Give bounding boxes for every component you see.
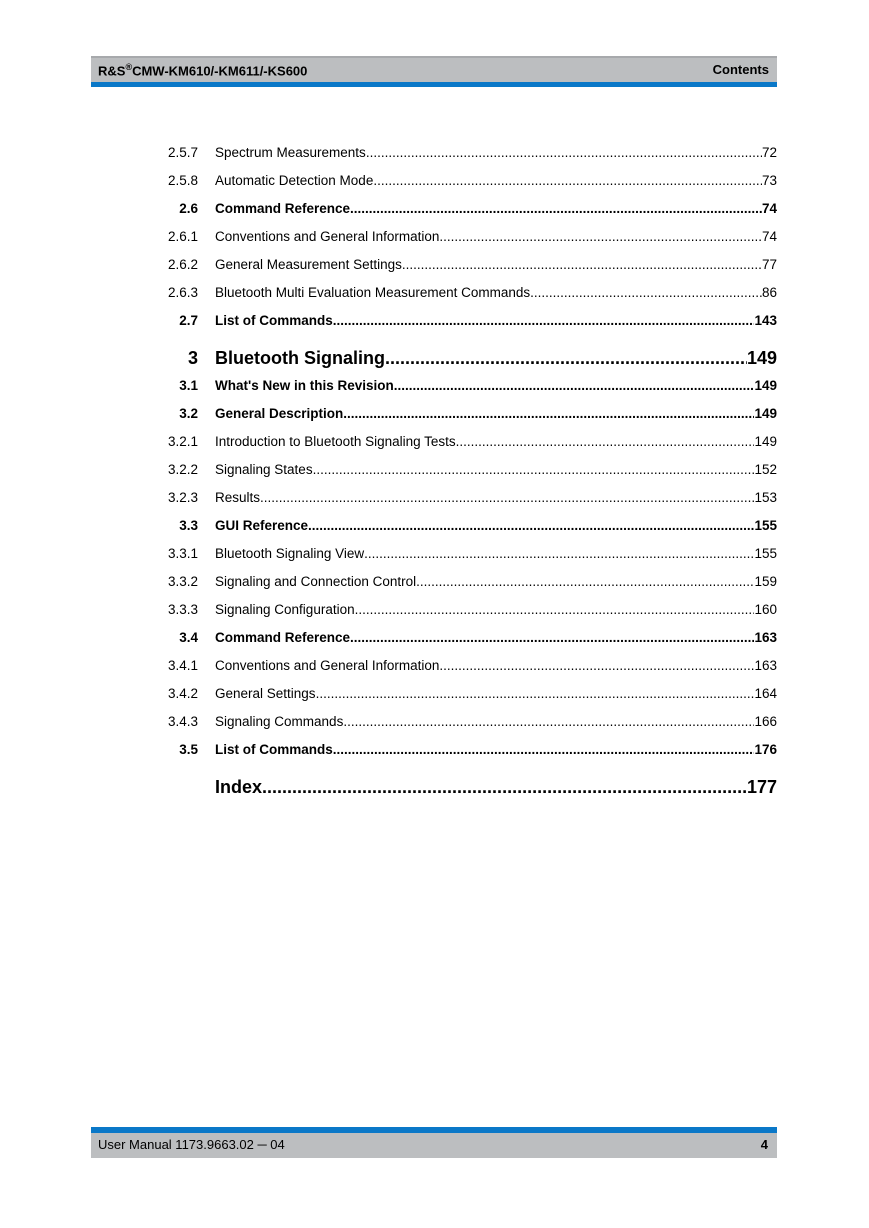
toc-entry-number: 3.3.2	[167, 574, 198, 589]
toc-entry-page[interactable]: 152	[754, 462, 777, 477]
toc-entry-number: 3.5	[179, 742, 198, 757]
toc-entry-page[interactable]: 176	[754, 742, 777, 757]
toc-entry-page[interactable]: 155	[754, 546, 777, 561]
toc-entry[interactable]	[150, 658, 777, 673]
toc-entry-page[interactable]: 153	[754, 490, 777, 505]
toc-entry-number: 3.4.2	[167, 686, 198, 701]
toc-dot-leader	[333, 742, 755, 757]
toc-entry-number: 2.5.7	[167, 145, 198, 160]
toc-dot-leader	[373, 173, 762, 188]
toc-entry-page[interactable]: 163	[754, 630, 777, 645]
toc-entry-title[interactable]: Bluetooth Multi Evaluation Measurement Commands	[215, 285, 531, 300]
toc-entry[interactable]	[150, 201, 777, 216]
toc-entry-page[interactable]: 143	[754, 313, 777, 328]
toc-entry-title[interactable]: Spectrum Measurements	[215, 145, 366, 160]
toc-dot-leader	[343, 714, 754, 729]
toc-entry-number: 3.3.1	[167, 546, 198, 561]
page-footer	[91, 1127, 777, 1158]
toc-entry-number: 2.5.8	[167, 173, 198, 188]
toc-entry-title[interactable]: General Settings	[215, 686, 316, 701]
toc-entry-page[interactable]: 74	[761, 201, 777, 216]
toc-entry-title[interactable]: Index	[215, 777, 263, 797]
toc-dot-leader	[316, 686, 755, 701]
toc-entry-title[interactable]: Signaling Commands	[215, 714, 344, 729]
toc-dot-leader	[439, 658, 754, 673]
registered-mark: ®	[125, 62, 133, 72]
toc-dot-leader	[333, 313, 755, 328]
toc-entry[interactable]	[150, 714, 777, 729]
footer-page-number: 4	[760, 1137, 768, 1152]
toc-entry[interactable]	[150, 173, 777, 188]
toc-entry[interactable]	[150, 518, 777, 533]
toc-dot-leader	[416, 574, 754, 589]
toc-entry[interactable]	[150, 630, 777, 645]
toc-entry[interactable]	[150, 313, 777, 328]
toc-entry-page[interactable]: 164	[754, 686, 777, 701]
toc-entry-page[interactable]: 163	[754, 658, 777, 673]
toc-entry-title[interactable]: General Description	[215, 406, 344, 421]
toc-entry-number: 2.7	[179, 313, 198, 328]
toc-entry[interactable]	[150, 257, 777, 272]
toc-entry-number: 3.4	[179, 630, 198, 645]
toc-entry-title[interactable]: GUI Reference	[215, 518, 309, 533]
toc-entry[interactable]	[150, 777, 777, 798]
toc-entry-page[interactable]: 149	[754, 378, 777, 393]
toc-entry-number: 3.2	[179, 406, 198, 421]
toc-entry[interactable]	[150, 434, 777, 449]
toc-entry-title[interactable]: Results	[215, 490, 261, 505]
toc-entry-title[interactable]: Bluetooth Signaling View	[215, 546, 365, 561]
footer-blue-rule	[91, 1127, 777, 1133]
toc-entry-number: 3.2.2	[167, 462, 198, 477]
toc-entry-page[interactable]: 149	[746, 348, 777, 368]
toc-entry[interactable]	[150, 686, 777, 701]
toc-entry-page[interactable]: 155	[754, 518, 777, 533]
toc-entry-page[interactable]: 73	[761, 173, 777, 188]
toc-entry-title[interactable]: Command Reference	[215, 630, 351, 645]
toc-dot-leader	[364, 546, 754, 561]
toc-entry-title[interactable]: List of Commands	[215, 313, 333, 328]
toc-entry-page[interactable]: 149	[754, 434, 777, 449]
header-section-title: Contents	[712, 62, 769, 77]
toc-entry-title[interactable]: Conventions and General Information	[215, 229, 440, 244]
toc-dot-leader	[456, 434, 755, 449]
toc-entry-number: 3.3	[179, 518, 198, 533]
toc-entry-page[interactable]: 166	[754, 714, 777, 729]
toc-entry-number: 3.4.3	[167, 714, 198, 729]
toc-entry[interactable]	[150, 742, 777, 757]
toc-entry-number: 3.2.3	[167, 490, 198, 505]
toc-entry-title[interactable]: Conventions and General Information	[215, 658, 440, 673]
toc-dot-leader	[343, 406, 754, 421]
toc-entry[interactable]	[150, 546, 777, 561]
toc-entry-number: 3.2.1	[167, 434, 198, 449]
toc-entry[interactable]	[150, 602, 777, 617]
toc-entry-page[interactable]: 77	[761, 257, 777, 272]
toc-entry[interactable]	[150, 348, 777, 369]
toc-entry-page[interactable]: 86	[761, 285, 777, 300]
toc-entry[interactable]	[150, 574, 777, 589]
toc-entry[interactable]	[150, 378, 777, 393]
toc-dot-leader	[530, 285, 762, 300]
toc-entry-number: 3.4.1	[167, 658, 198, 673]
toc-entry-page[interactable]: 177	[746, 777, 777, 797]
toc-entry[interactable]	[150, 490, 777, 505]
toc-dot-leader	[308, 518, 754, 533]
toc-entry[interactable]	[150, 462, 777, 477]
toc-entry[interactable]	[150, 145, 777, 160]
toc-entry-title[interactable]: Signaling Configuration	[215, 602, 355, 617]
toc-entry-title[interactable]: What's New in this Revision	[215, 378, 394, 393]
toc-dot-leader	[355, 602, 755, 617]
toc-dot-leader	[366, 145, 762, 160]
toc-entry-title[interactable]: Bluetooth Signaling	[215, 348, 385, 368]
toc-dot-leader	[402, 257, 762, 272]
toc-entry-number: 2.6	[179, 201, 198, 216]
toc-entry-number: 2.6.2	[167, 257, 198, 272]
toc-entry[interactable]	[150, 406, 777, 421]
header-product-name: CMW-KM610/-KM611/-KS600	[132, 63, 308, 79]
toc-entry-page[interactable]: 74	[761, 229, 777, 244]
toc-dot-leader	[439, 229, 762, 244]
toc-entry-number: 3.3.3	[167, 602, 198, 617]
toc-entry-title[interactable]: Introduction to Bluetooth Signaling Tests	[215, 434, 456, 449]
toc-dot-leader	[394, 378, 755, 393]
toc-entry-title[interactable]: List of Commands	[215, 742, 333, 757]
footer-manual-id: User Manual 1173.9663.02 ─ 04	[98, 1137, 285, 1152]
toc-entry-number: 3	[187, 348, 198, 368]
toc-entry-title[interactable]: Automatic Detection Mode	[215, 173, 374, 188]
toc-entry-title[interactable]: Command Reference	[215, 201, 351, 216]
toc-entry-page[interactable]: 160	[754, 602, 777, 617]
toc-dot-leader	[385, 348, 747, 369]
toc-entry-page[interactable]: 72	[761, 145, 777, 160]
toc-entry-number: 2.6.1	[167, 229, 198, 244]
toc-entry-title[interactable]: Signaling and Connection Control	[215, 574, 417, 589]
toc-entry-number: 3.1	[179, 378, 198, 393]
toc-entry-number: 2.6.3	[167, 285, 198, 300]
toc-entry-page[interactable]: 149	[754, 406, 777, 421]
toc-entry-title[interactable]: Signaling States	[215, 462, 313, 477]
toc-entry[interactable]	[150, 285, 777, 300]
toc-entry-title[interactable]: General Measurement Settings	[215, 257, 402, 272]
toc-entry[interactable]	[150, 229, 777, 244]
toc-entry-page[interactable]: 159	[754, 574, 777, 589]
toc-dot-leader	[262, 777, 747, 798]
toc-dot-leader	[313, 462, 755, 477]
toc-dot-leader	[350, 201, 762, 216]
toc-dot-leader	[260, 490, 754, 505]
header-product-prefix: R&S	[98, 63, 126, 79]
toc-dot-leader	[350, 630, 754, 645]
